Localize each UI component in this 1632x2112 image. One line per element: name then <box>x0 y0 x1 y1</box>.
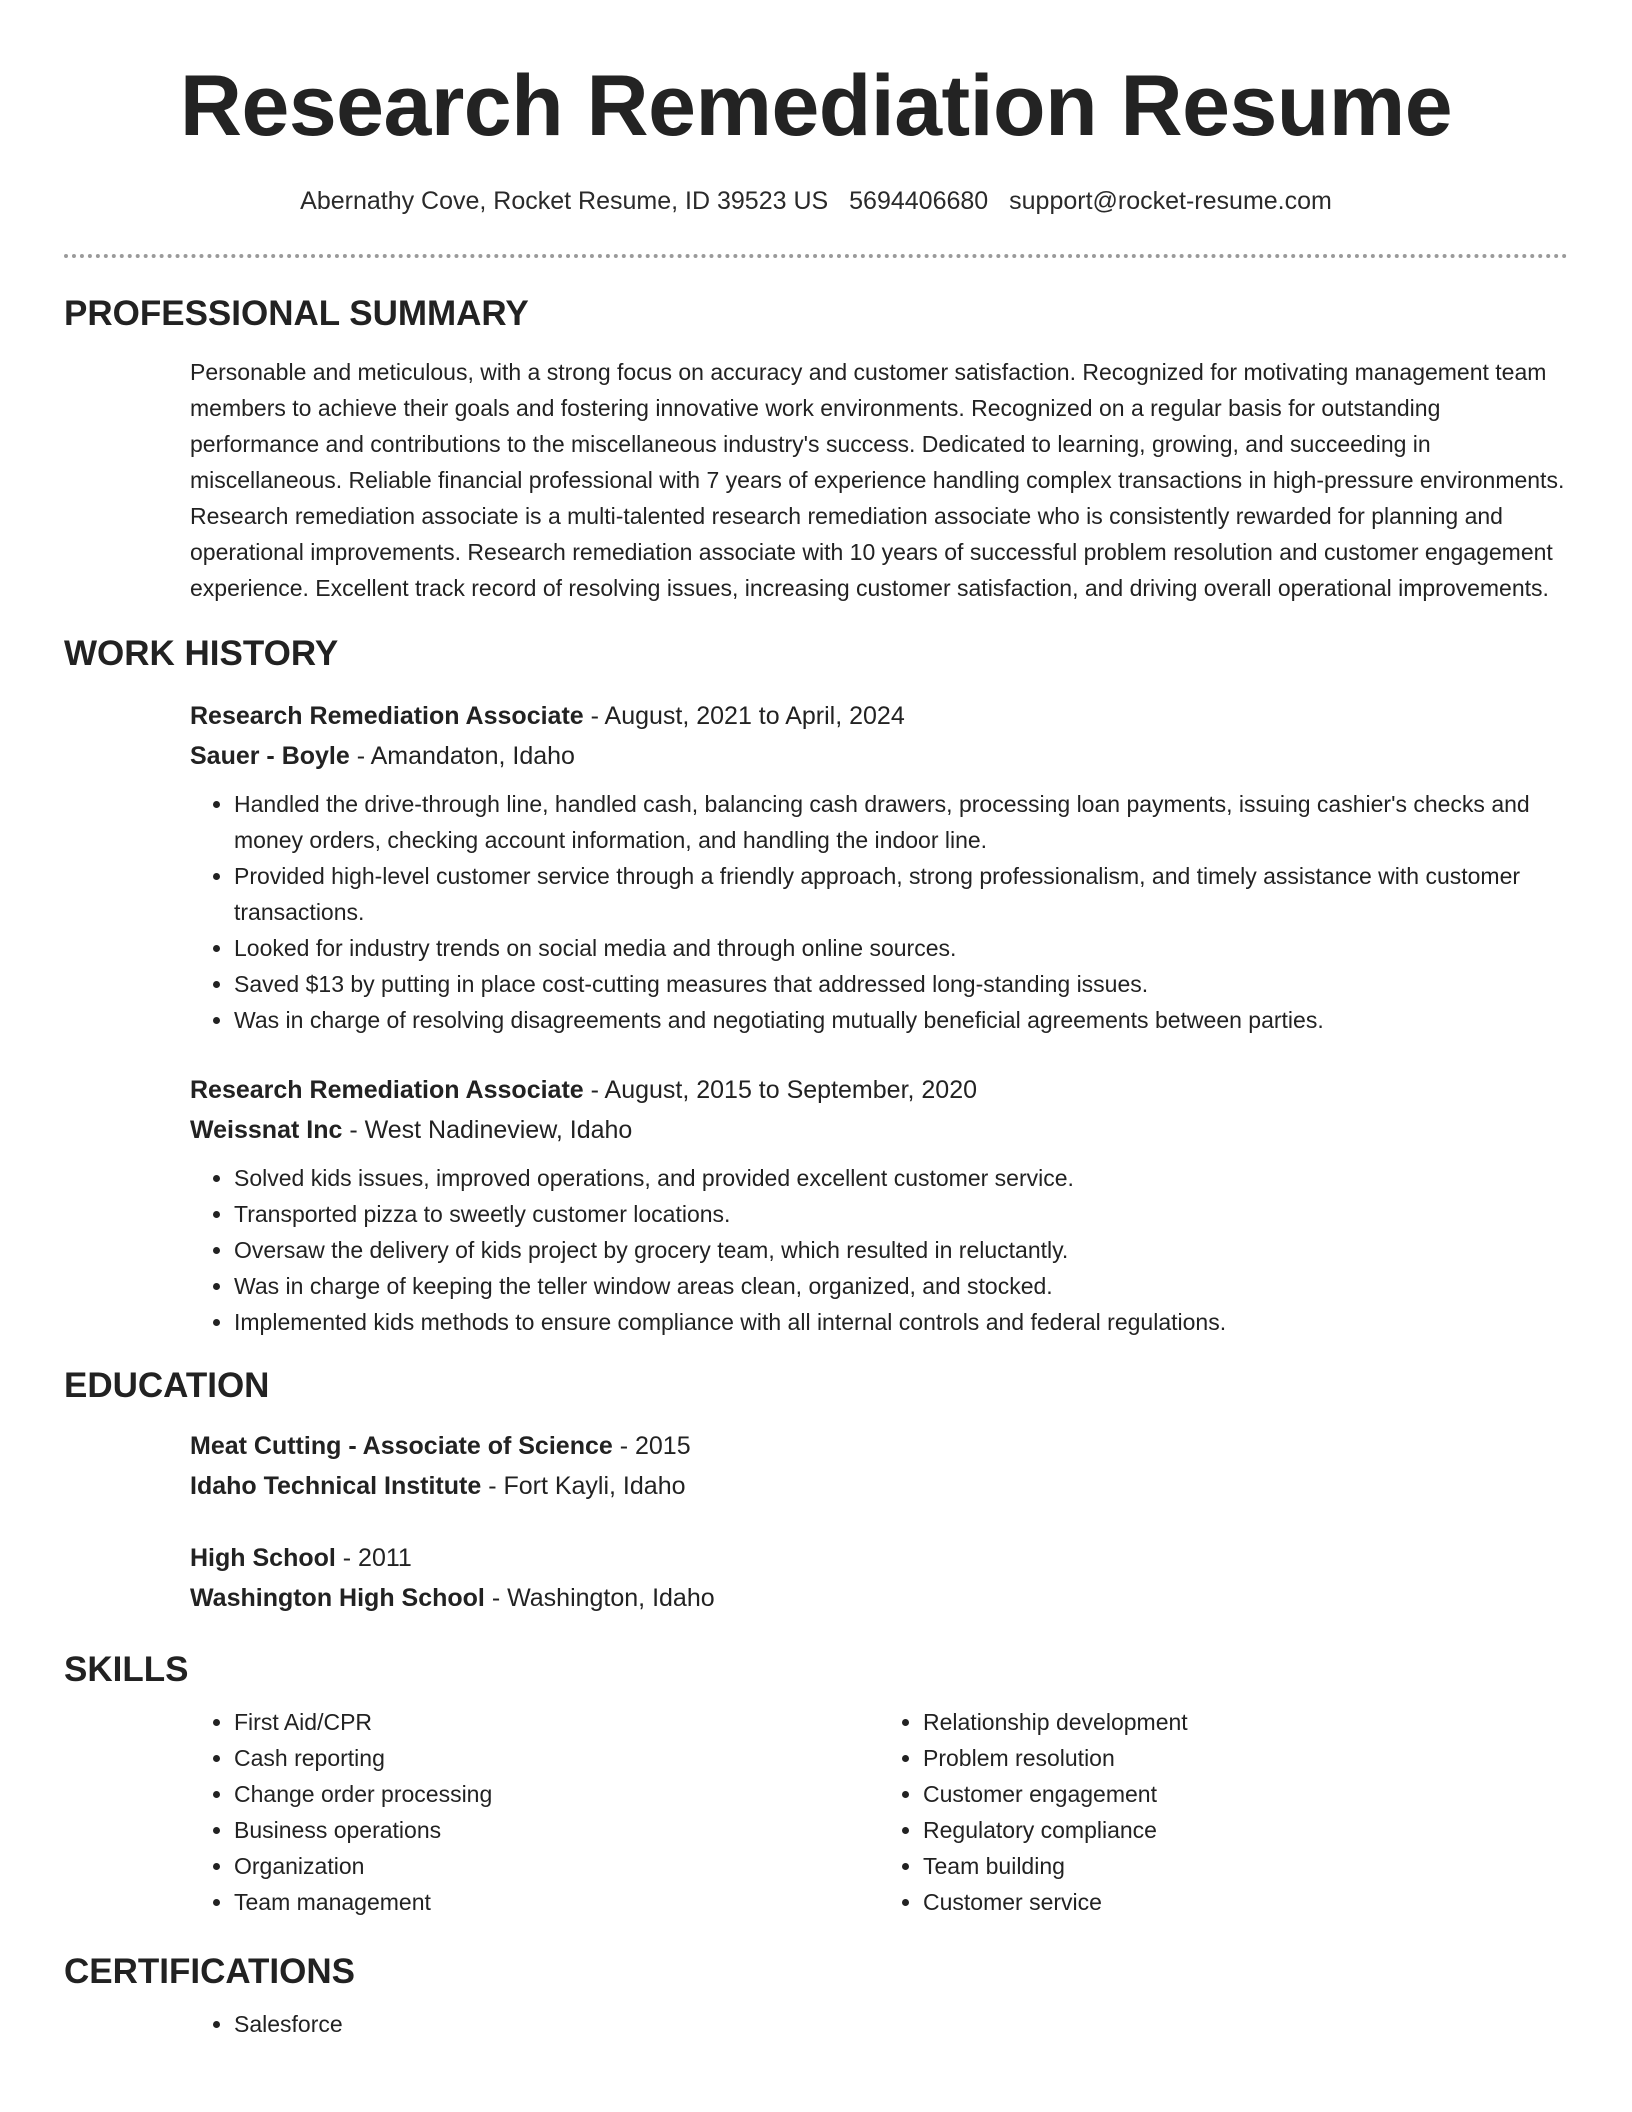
list-item: • Was in charge of keeping the teller window areas clean, organized, and stocked. <box>234 1268 1568 1304</box>
skill-item: • Change order processing <box>234 1776 879 1812</box>
resume-title: Research Remediation Resume <box>179 58 1453 154</box>
summary-text: Personable and meticulous, with a strong focus on accuracy and customer satisfaction. Recognized for motivating management team members to achieve their goals and fostering innovative work environments. Recognized on a regular basis for outstanding performance and contributions to the miscellaneous industry's success. Dedicated to learning, growing, and succeeding in miscellaneous. Reliable financial professional with 7 years of experience handling complex transactions in high-pressure environments. Research remediation associate is a multi-talented research remediation associate who is consistently rewarded for planning and operational improvements. Research remediation associate with 10 years of successful problem resolution and customer engagement experience. Excellent track record of resolving issues, increasing customer satisfaction, and driving overall operational improvements. <box>190 359 1565 601</box>
job-role: Research Remediation Associate <box>190 702 584 730</box>
skill-item: • Team management <box>234 1884 879 1920</box>
skills-section <box>64 1648 1568 1920</box>
education-school: Idaho Technical Institute <box>190 1472 482 1500</box>
skill-item: • Business operations <box>234 1812 879 1848</box>
resume-header <box>64 0 1568 218</box>
job-entry <box>64 696 1568 1038</box>
certifications-list <box>190 2006 1568 2042</box>
skill-item: • Customer engagement <box>923 1776 1568 1812</box>
certifications-heading: CERTIFICATIONS <box>64 1952 356 1991</box>
job-entry <box>64 1070 1568 1340</box>
skill-item: • Regulatory compliance <box>923 1812 1568 1848</box>
job-dates: - August, 2021 to April, 2024 <box>583 702 905 730</box>
list-item: • Handled the drive-through line, handled cash, balancing cash drawers, processing loan payments, issuing cashier's checks and money orders, checking account information, and handling the indoor line. <box>234 786 1568 858</box>
education-section <box>64 1364 1568 1618</box>
education-school-line <box>190 1466 1568 1506</box>
contact-email: support@rocket-resume.com <box>1009 187 1332 215</box>
job-company: Weissnat Inc <box>190 1116 343 1144</box>
skills-list-left <box>190 1704 879 1920</box>
skill-item: • Cash reporting <box>234 1740 879 1776</box>
list-item: • Oversaw the delivery of kids project by grocery team, which resulted in reluctantly. <box>234 1232 1568 1268</box>
list-item: • Provided high-level customer service through a friendly approach, strong professionalism, and timely assistance with customer transactions. <box>234 858 1568 930</box>
summary-section <box>64 292 1568 606</box>
list-item: • Implemented kids methods to ensure compliance with all internal controls and federal regulations. <box>234 1304 1568 1340</box>
list-item: • Looked for industry trends on social media and through online sources. <box>234 930 1568 966</box>
skill-item: • Relationship development <box>923 1704 1568 1740</box>
education-degree-line <box>190 1426 1568 1466</box>
job-location: - Amandaton, Idaho <box>349 742 575 770</box>
job-title-line <box>190 696 1568 736</box>
skills-heading: SKILLS <box>64 1650 189 1689</box>
list-item: • Solved kids issues, improved operations, and provided excellent customer service. <box>234 1160 1568 1196</box>
education-location: - Fort Kayli, Idaho <box>481 1472 686 1500</box>
job-bullets <box>190 1160 1568 1340</box>
contact-line <box>64 184 1568 218</box>
job-company: Sauer - Boyle <box>190 742 350 770</box>
skill-item: • Organization <box>234 1848 879 1884</box>
education-year: - 2011 <box>335 1544 412 1572</box>
skills-list-right <box>879 1704 1568 1920</box>
job-role: Research Remediation Associate <box>190 1076 584 1104</box>
job-bullets <box>190 786 1568 1038</box>
education-year: - 2015 <box>612 1432 691 1460</box>
contact-phone: 5694406680 <box>849 187 989 215</box>
certifications-section <box>64 1950 1568 2042</box>
education-degree: High School <box>190 1544 336 1572</box>
education-school-line <box>190 1578 1568 1618</box>
skills-grid <box>190 1704 1568 1920</box>
header-divider <box>64 254 1568 258</box>
list-item: • Saved $13 by putting in place cost-cutting measures that addressed long-standing issues. <box>234 966 1568 1002</box>
list-item: • Transported pizza to sweetly customer locations. <box>234 1196 1568 1232</box>
education-entry <box>64 1538 1568 1618</box>
education-degree: Meat Cutting - Associate of Science <box>190 1432 613 1460</box>
list-item: • Was in charge of resolving disagreements and negotiating mutually beneficial agreements between parties. <box>234 1002 1568 1038</box>
work-heading: WORK HISTORY <box>64 634 339 673</box>
education-school: Washington High School <box>190 1584 485 1612</box>
job-title-line <box>190 1070 1568 1110</box>
education-location: - Washington, Idaho <box>484 1584 715 1612</box>
skill-item: • Team building <box>923 1848 1568 1884</box>
skill-item: • First Aid/CPR <box>234 1704 879 1740</box>
job-company-line <box>190 736 1568 776</box>
education-degree-line <box>190 1538 1568 1578</box>
contact-address: Abernathy Cove, Rocket Resume, ID 39523 US <box>300 187 829 215</box>
work-section <box>64 632 1568 1340</box>
education-heading: EDUCATION <box>64 1366 270 1405</box>
certification-item: • Salesforce <box>234 2006 1568 2042</box>
education-entry <box>64 1426 1568 1506</box>
skill-item: • Customer service <box>923 1884 1568 1920</box>
skill-item: • Problem resolution <box>923 1740 1568 1776</box>
summary-heading: PROFESSIONAL SUMMARY <box>64 294 529 333</box>
job-location: - West Nadineview, Idaho <box>342 1116 633 1144</box>
job-dates: - August, 2015 to September, 2020 <box>583 1076 978 1104</box>
job-company-line <box>190 1110 1568 1150</box>
